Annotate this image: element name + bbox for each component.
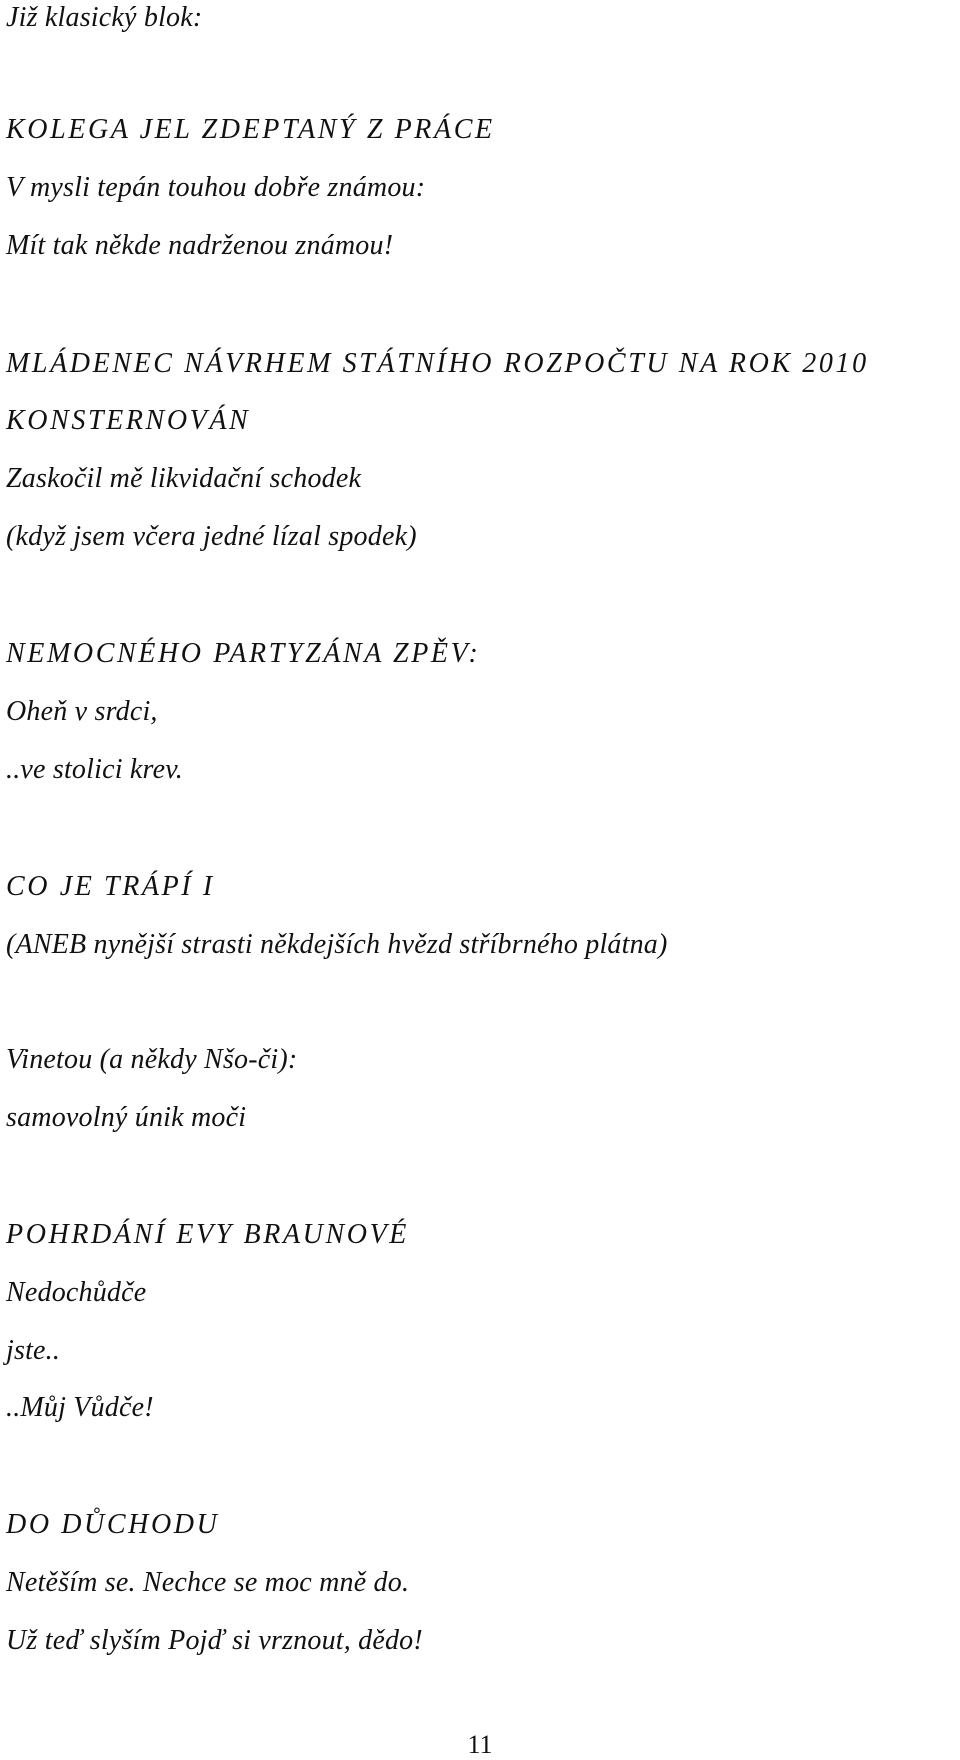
section-5-line-1: Nedochůdče xyxy=(6,1277,147,1308)
section-6-line-2: Už teď slyším Pojď si vrznout, dědo! xyxy=(6,1625,423,1656)
section-6-heading: DO DŮCHODU xyxy=(6,1509,220,1540)
section-4-heading: CO JE TRÁPÍ I xyxy=(6,871,215,902)
section-2-heading: MLÁDENEC NÁVRHEM STÁTNÍHO ROZPOČTU NA ROK 2010 xyxy=(6,348,869,379)
section-1-heading: KOLEGA JEL ZDEPTANÝ Z PRÁCE xyxy=(6,114,495,145)
section-2-line-1: Zaskočil mě likvidační schodek xyxy=(6,463,362,494)
section-3-line-1: Oheň v srdci, xyxy=(6,696,158,727)
section-5-line-2: jste.. xyxy=(6,1335,61,1366)
section-5-heading: POHRDÁNÍ EVY BRAUNOVÉ xyxy=(6,1219,409,1250)
section-3-line-2: ..ve stolici krev. xyxy=(6,754,183,785)
section-3-heading: NEMOCNÉHO PARTYZÁNA ZPĚV: xyxy=(6,638,481,669)
section-4-line-3: samovolný únik moči xyxy=(6,1102,247,1133)
section-5-line-3: ..Můj Vůdče! xyxy=(6,1392,154,1423)
section-1-line-2: Mít tak někde nadrženou známou! xyxy=(6,230,394,261)
section-6-line-1: Netěším se. Nechce se moc mně do. xyxy=(6,1567,410,1598)
page-number: 11 xyxy=(467,1730,493,1759)
section-4-line-1: (ANEB nynější strasti někdejších hvězd stříbrného plátna) xyxy=(6,929,668,960)
intro-line: Již klasický blok: xyxy=(6,2,203,33)
section-2-heading-cont: KONSTERNOVÁN xyxy=(6,405,251,436)
section-1-line-1: V mysli tepán touhou dobře známou: xyxy=(6,172,426,203)
section-2-line-2: (když jsem včera jedné lízal spodek) xyxy=(6,521,417,552)
section-4-line-2: Vinetou (a někdy Nšo-či): xyxy=(6,1044,298,1075)
